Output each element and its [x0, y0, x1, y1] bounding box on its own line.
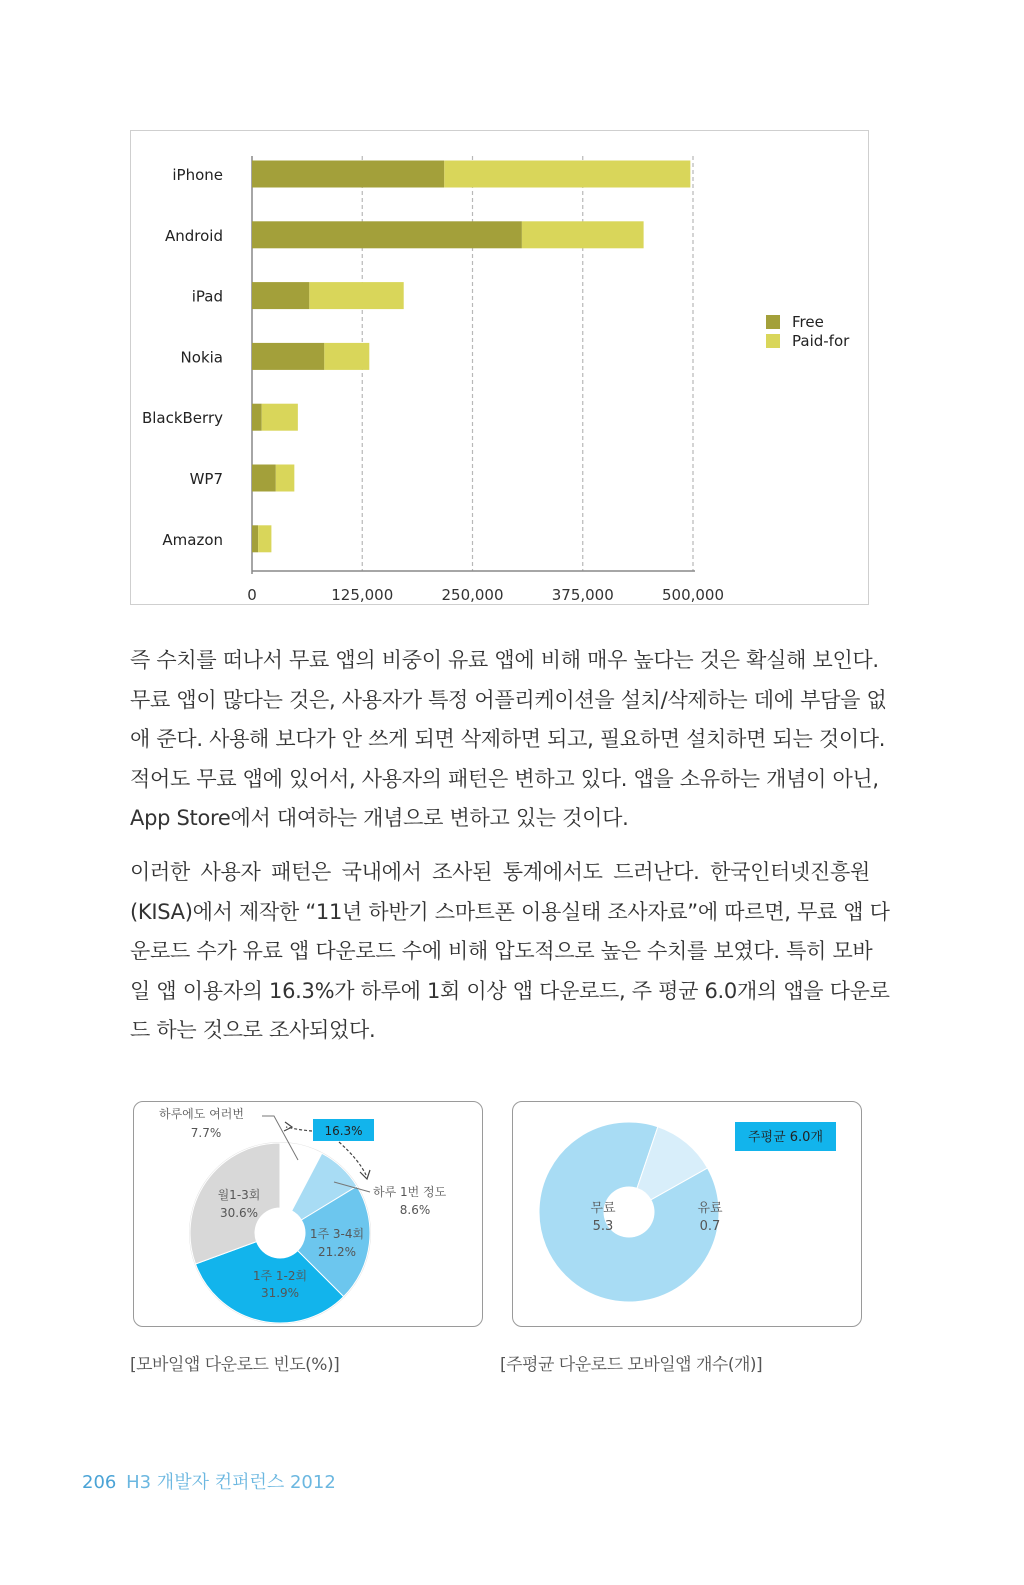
paragraph-line: 운로드 수가 유료 앱 다운로드 수에 비해 압도적으로 높은 수치를 보였다. 특히 모바: [130, 939, 873, 963]
slice-label: 하루에도 여러번: [159, 1107, 244, 1121]
paragraph-line: 적어도 무료 앱에 있어서, 사용자의 패턴은 변하고 있다. 앱을 소유하는 개념이 아닌,: [130, 766, 879, 791]
paragraph-line: 드 하는 것으로 조사되었다.: [130, 1018, 376, 1042]
bar-segment: [522, 221, 644, 248]
bar-segment: [252, 404, 262, 431]
weekly-count-donut-chart: [513, 1102, 860, 1325]
bar-chart: [131, 131, 868, 604]
slice-value: 5.3: [592, 1219, 614, 1234]
slice-value: 8.6%: [399, 1203, 431, 1217]
legend-label: Free: [792, 313, 824, 331]
category-label: BlackBerry: [141, 409, 223, 428]
bar-segment: [252, 343, 324, 370]
category-label: Android: [165, 226, 223, 245]
slice-label: 유료: [697, 1201, 723, 1216]
book-title: H3 개발자 컨퍼런스 2012: [126, 1472, 336, 1493]
slice-label: 1주 3-4회: [309, 1227, 365, 1241]
bar-segment: [252, 221, 522, 248]
paragraph-1: [130, 641, 887, 839]
callout-label: 주평균 6.0개: [747, 1130, 824, 1145]
weekly-count-chart-caption: [주평균 다운로드 모바일앱 개수(개)]: [500, 1355, 763, 1375]
bar-segment: [252, 465, 276, 492]
slice-value: 0.7: [699, 1219, 721, 1234]
bar-segment: [262, 404, 298, 431]
donut-slice: [190, 1143, 280, 1264]
slice-label: 하루 1번 정도: [373, 1185, 447, 1199]
paragraph-line: (KISA)에서 제작한 “11년 하반기 스마트폰 이용실태 조사자료”에 따르면, 무료 앱 다: [130, 899, 890, 924]
bar-segment: [258, 525, 271, 552]
slice-label: 무료: [590, 1201, 616, 1216]
x-tick-label: 375,000: [551, 586, 614, 604]
x-tick-label: 500,000: [661, 586, 725, 604]
bar-segment: [309, 282, 403, 309]
legend-swatch: [766, 315, 780, 329]
bar-chart-frame: [130, 130, 869, 605]
paragraph-line: 즉 수치를 떠나서 무료 앱의 비중이 유료 앱에 비해 매우 높다는 것은 확실해 보인다.: [130, 648, 879, 672]
paragraph-2: [130, 853, 890, 1051]
callout-label: 16.3%: [324, 1124, 363, 1138]
bar-segment: [276, 465, 295, 492]
slice-label: 1주 1-2회: [252, 1269, 308, 1283]
page-number: 206: [82, 1472, 117, 1493]
bar-segment: [324, 343, 369, 370]
bar-segment: [252, 282, 309, 309]
category-label: iPad: [191, 287, 223, 306]
legend-swatch: [766, 334, 780, 348]
slice-label: 월1-3회: [217, 1188, 261, 1202]
frequency-chart-frame: [133, 1101, 483, 1327]
x-tick-label: 0: [247, 586, 257, 604]
paragraph-line: 애 준다. 사용해 보다가 안 쓰게 되면 삭제하면 되고, 필요하면 설치하면 되는 것이다.: [130, 727, 886, 751]
callout-arrowhead: [284, 1122, 292, 1131]
paragraph-line: 이러한 사용자 패턴은 국내에서 조사된 통계에서도 드러난다. 한국인터넷진흥원: [130, 860, 870, 884]
slice-value: 7.7%: [190, 1126, 222, 1140]
paragraph-line: App Store에서 대여하는 개념으로 변하고 있는 것이다.: [130, 806, 629, 830]
paragraph-line: 일 앱 이용자의 16.3%가 하루에 1회 이상 앱 다운로드, 주 평균 6.0개의 앱을 다운로: [130, 978, 890, 1003]
callout-arrowhead: [360, 1170, 370, 1179]
frequency-donut-chart: [134, 1102, 481, 1325]
category-label: Nokia: [180, 348, 223, 367]
category-label: Amazon: [162, 530, 223, 549]
bar-segment: [252, 525, 258, 552]
bar-segment: [252, 161, 444, 188]
legend-label: Paid-for: [792, 332, 850, 350]
paragraph-line: 무료 앱이 많다는 것은, 사용자가 특정 어플리케이션을 설치/삭제하는 데에 부담을 없: [130, 687, 887, 712]
slice-value: 31.9%: [260, 1286, 300, 1300]
x-tick-label: 250,000: [441, 586, 504, 604]
bar-segment: [444, 161, 690, 188]
category-label: iPhone: [172, 166, 223, 184]
page-footer: [82, 1468, 336, 1494]
slice-value: 21.2%: [317, 1245, 357, 1259]
category-label: WP7: [189, 470, 223, 488]
x-tick-label: 125,000: [331, 586, 394, 604]
frequency-chart-caption: [모바일앱 다운로드 빈도(%)]: [130, 1355, 340, 1375]
weekly-count-chart-frame: [512, 1101, 862, 1327]
slice-value: 30.6%: [219, 1206, 259, 1220]
